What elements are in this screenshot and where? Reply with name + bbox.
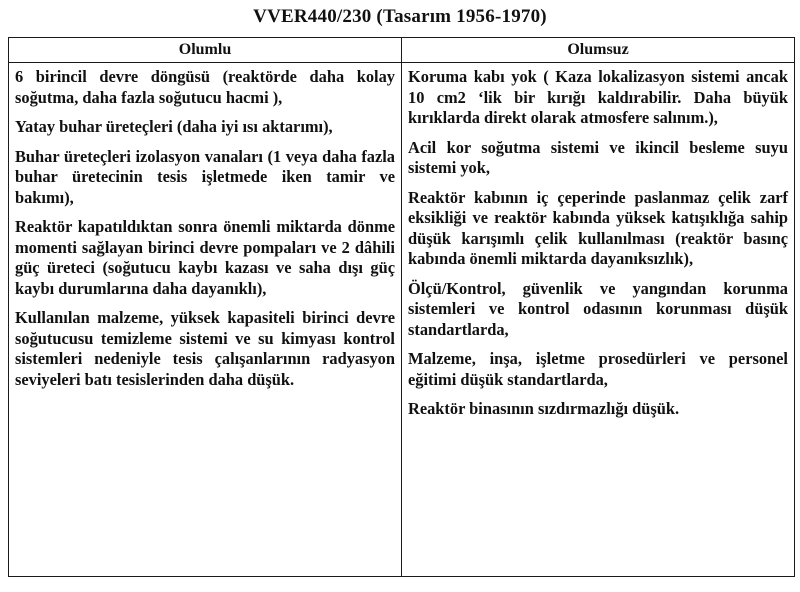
negative-item: Koruma kabı yok ( Kaza lokalizasyon sistemi ancak 10 cm2 ‘lik bir kırığı kaldırabilir. Daha büyük kırıklarda direkt olarak atmosfere salınım.), (408, 67, 788, 127)
negative-item: Acil kor soğutma sistemi ve ikincil besleme suyu sistemi yok, (408, 137, 788, 177)
negative-item: Reaktör kabının iç çeperinde paslanmaz çelik zarf eksikliği ve reaktör kabında yüksek katışıklığa sahip düşük karışımlı çelik kullanılması (reaktör basınç kabında önemli miktarda dayanıksızlık), (408, 187, 788, 268)
positive-column (9, 63, 402, 577)
comparison-table (8, 37, 795, 577)
negative-item: Malzeme, inşa, işletme prosedürleri ve personel eğitimi düşük standartlarda, (408, 349, 788, 389)
table-header-row (9, 38, 795, 63)
header-positive: Olumlu (9, 38, 402, 63)
table-body-row (9, 63, 795, 577)
header-negative: Olumsuz (402, 38, 795, 63)
document-title: VVER440/230 (Tasarım 1956-1970) (253, 6, 547, 27)
negative-column (402, 63, 795, 577)
negative-item: Reaktör binasının sızdırmazlığı düşük. (408, 399, 680, 418)
positive-item: Buhar üreteçleri izolasyon vanaları (1 veya daha fazla buhar üretecinin tesis işletmede iken tamir ve bakımı), (15, 146, 395, 207)
positive-item: Kullanılan malzeme, yüksek kapasiteli birinci devre soğutucusu temizleme sistemi ve su kimyası kontrol sistemleri nedeniyle tesis çalışanlarının radyasyon seviyeleri batı tesislerinden daha düşük. (15, 308, 395, 389)
positive-item: Yatay buhar üreteçleri (daha iyi ısı aktarımı), (15, 117, 333, 136)
negative-item: Ölçü/Kontrol, güvenlik ve yangından korunma sistemleri ve kontrol odasının korunması düşük standartlarda, (408, 278, 788, 339)
positive-item: Reaktör kapatıldıktan sonra önemli miktarda dönme momenti sağlayan birinci devre pompaları ve 2 dâhili güç üreteci (soğutucu kaybı kazası ve saha dışı güç kaybı durumlarına daha dayanıklı), (15, 217, 395, 298)
positive-item: 6 birincil devre döngüsü (reaktörde daha kolay soğutma, daha fazla soğutucu hacmi ), (15, 67, 395, 107)
